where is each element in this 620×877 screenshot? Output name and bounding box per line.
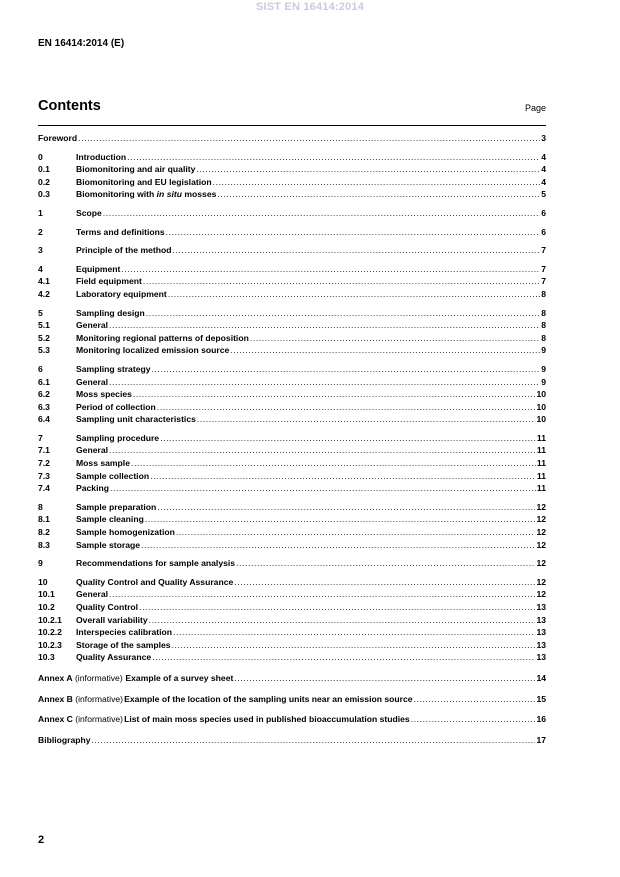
toc-page: 7	[541, 276, 546, 287]
dot-leader	[411, 713, 536, 726]
dot-leader	[109, 588, 535, 601]
toc-title: General	[76, 376, 109, 387]
toc-title: Quality Control and Quality Assurance	[76, 576, 234, 587]
toc-entry-bibliography[interactable]	[38, 734, 546, 747]
toc-title: Terms and definitions	[76, 226, 165, 237]
toc-title: Scope	[76, 207, 102, 218]
toc-page: 4	[541, 176, 546, 187]
toc-number: 6.4	[38, 414, 50, 425]
document-id: EN 16414:2014 (E)	[38, 38, 125, 49]
annex-id: Annex A	[38, 672, 73, 683]
toc-page: 9	[541, 363, 546, 374]
toc-title: Sampling design	[76, 307, 145, 318]
toc-title: Sample preparation	[76, 501, 157, 512]
toc-entry-0-3[interactable]	[38, 188, 546, 201]
dot-leader	[150, 470, 536, 483]
toc-page: 5	[541, 189, 546, 200]
dot-leader	[250, 332, 540, 345]
toc-number: 0.2	[38, 176, 50, 187]
toc-number: 10.2	[38, 602, 55, 612]
toc-title: General	[76, 589, 109, 600]
toc-entry-6-3[interactable]	[38, 401, 546, 414]
toc-entry-8-3[interactable]	[38, 539, 546, 552]
toc-number: 10.3	[38, 652, 55, 663]
toc-entry-4[interactable]	[38, 263, 546, 276]
toc-page: 4	[541, 164, 546, 175]
toc-number: 6.1	[38, 376, 50, 387]
toc-title: Sample homogenization	[76, 527, 175, 538]
toc-number: 10.2.3	[38, 639, 62, 650]
dot-leader	[234, 672, 535, 685]
toc-number: 0	[38, 151, 43, 162]
contents-title: Contents	[38, 98, 101, 114]
toc-page: 10	[536, 401, 546, 412]
toc-entry-4-2[interactable]	[38, 288, 546, 301]
toc-entry-8-2[interactable]	[38, 526, 546, 539]
toc-number: 3	[38, 245, 43, 256]
toc-title: Foreword	[38, 133, 78, 143]
toc-title: Period of collection	[76, 401, 156, 412]
toc-number: 6.3	[38, 401, 50, 412]
toc-title: Principle of the method	[76, 245, 172, 256]
toc-page: 8	[541, 288, 546, 299]
dot-leader	[157, 401, 536, 414]
dot-leader	[152, 651, 535, 664]
toc-number: 6	[38, 363, 43, 374]
toc-page: 11	[536, 483, 546, 494]
toc-entry-annex-c[interactable]	[38, 713, 546, 726]
dot-leader	[176, 526, 536, 539]
toc-entry-5-2[interactable]	[38, 332, 546, 345]
dot-leader	[230, 344, 540, 357]
toc-number: 7.4	[38, 483, 50, 494]
toc-page: 8	[541, 320, 546, 331]
toc-title: General	[76, 320, 109, 331]
toc-entry-7[interactable]	[38, 432, 546, 445]
dot-leader	[196, 163, 540, 176]
toc-entry-7-1[interactable]	[38, 444, 546, 457]
toc-number: 10	[38, 576, 48, 587]
toc-title: Quality Control	[76, 602, 139, 612]
toc-title: Moss sample	[76, 458, 130, 469]
toc-page: 11	[536, 458, 546, 469]
toc-page: 11	[536, 432, 546, 443]
toc-title: Sampling strategy	[76, 363, 151, 374]
dot-leader	[168, 288, 540, 301]
toc-page: 15	[536, 693, 546, 704]
toc-entry-0[interactable]	[38, 151, 546, 164]
dot-leader	[92, 734, 536, 747]
toc-entry-2[interactable]	[38, 226, 546, 239]
toc-page: 12	[536, 501, 546, 512]
toc-page: 7	[541, 245, 546, 256]
toc-page: 3	[541, 133, 546, 143]
toc-number: 10.1	[38, 589, 55, 600]
toc-number: 7.2	[38, 458, 50, 469]
dot-leader	[141, 539, 535, 552]
page-number: 2	[38, 834, 45, 846]
toc-page: 8	[541, 332, 546, 343]
annex-kind: (informative)	[74, 672, 123, 683]
toc-title: Sample storage	[76, 539, 140, 550]
toc-entry-5-3[interactable]	[38, 344, 546, 357]
toc-entry-7-2[interactable]	[38, 457, 546, 470]
toc-title: Introduction	[76, 151, 127, 162]
dot-leader	[146, 307, 540, 320]
toc-title: Monitoring localized emission source	[76, 345, 230, 356]
toc-title: Sampling procedure	[76, 432, 160, 443]
toc-title: Moss species	[76, 389, 132, 400]
toc-entry-annex-a[interactable]	[38, 672, 546, 685]
toc-page: 10	[536, 389, 546, 400]
toc-title: Interspecies calibration	[76, 627, 172, 638]
toc-page: 12	[536, 576, 546, 587]
toc-title: Equipment	[76, 263, 121, 274]
dot-leader	[173, 626, 535, 639]
dot-leader	[236, 557, 535, 570]
toc-number: 10.2.1	[38, 614, 62, 625]
dot-leader	[143, 275, 540, 288]
toc-page: 7	[541, 263, 546, 274]
toc-page: 14	[536, 672, 546, 683]
toc-page: 12	[536, 558, 546, 569]
toc-entry-10-2-3[interactable]	[38, 639, 546, 652]
dot-leader	[213, 176, 541, 189]
toc-number: 2	[38, 226, 43, 237]
dot-leader	[149, 614, 536, 627]
toc-page: 17	[536, 734, 546, 745]
dot-leader	[152, 363, 541, 376]
toc-entry-3[interactable]	[38, 244, 546, 257]
toc-page: 4	[541, 151, 546, 162]
toc-page: 13	[536, 614, 546, 625]
toc-title-part: mosses	[181, 189, 217, 200]
toc-title: Example of a survey sheet	[125, 672, 234, 683]
toc-entry-annex-b[interactable]	[38, 693, 546, 706]
dot-leader	[414, 693, 536, 706]
toc-entry-1[interactable]	[38, 207, 546, 220]
toc-page: 13	[536, 627, 546, 638]
toc-entry-0-2[interactable]	[38, 176, 546, 189]
dot-leader	[133, 388, 536, 401]
toc-entry-8-1[interactable]	[38, 513, 546, 526]
toc-title: Biomonitoring and EU legislation	[76, 176, 212, 187]
dot-leader	[197, 413, 536, 426]
toc-page: 12	[536, 589, 546, 600]
toc-number: 6.2	[38, 389, 50, 400]
toc-entry-8[interactable]	[38, 501, 546, 514]
dot-leader	[109, 319, 540, 332]
toc-page: 8	[541, 307, 546, 318]
dot-leader	[103, 207, 540, 220]
dot-leader	[121, 263, 540, 276]
dot-leader	[131, 457, 536, 470]
toc-title: General	[76, 445, 109, 456]
toc-number: 10.2.2	[38, 627, 62, 638]
toc-number: 0.3	[38, 189, 50, 200]
toc-number: 8	[38, 501, 43, 512]
toc-entry-0-1[interactable]	[38, 163, 546, 176]
toc-number: 5.1	[38, 320, 50, 331]
dot-leader	[166, 226, 541, 239]
toc-title: Recommendations for sample analysis	[76, 558, 236, 569]
annex-id: Annex C	[38, 714, 73, 725]
toc-entry-10[interactable]	[38, 576, 546, 589]
toc-entry-6-2[interactable]	[38, 388, 546, 401]
toc-number: 8.3	[38, 539, 50, 550]
toc-title: Overall variability	[76, 614, 148, 625]
toc-title: Sampling unit characteristics	[76, 414, 196, 425]
toc-number: 5.3	[38, 345, 50, 356]
toc-title: Field equipment	[76, 276, 142, 287]
toc-title: Bibliography	[38, 734, 91, 745]
dot-leader	[173, 244, 541, 257]
toc-title: Biomonitoring and air quality	[76, 164, 196, 175]
toc-page: 13	[536, 639, 546, 650]
toc-number: 7.3	[38, 470, 50, 481]
toc-title: Sample collection	[76, 470, 150, 481]
toc-entry-6-1[interactable]	[38, 376, 546, 389]
annex-kind: (informative)	[75, 693, 124, 704]
toc-page: 6	[541, 207, 546, 218]
toc-entry-10-2-2[interactable]	[38, 626, 546, 639]
toc-title: Laboratory equipment	[76, 288, 167, 299]
toc-title: Quality Assurance	[76, 652, 152, 663]
dot-leader	[109, 376, 540, 389]
toc-entry-10-3[interactable]	[38, 651, 546, 664]
toc-entry-6[interactable]	[38, 363, 546, 376]
toc-entry-6-4[interactable]	[38, 413, 546, 426]
title-rule	[38, 125, 546, 126]
toc-page: 12	[536, 539, 546, 550]
toc-page: 9	[541, 345, 546, 356]
toc-title: Monitoring regional patterns of deposition	[76, 332, 249, 343]
toc-entry-10-1[interactable]	[38, 588, 546, 601]
toc-page: 16	[536, 714, 546, 725]
toc-entry-7-3[interactable]	[38, 470, 546, 483]
dot-leader	[139, 601, 535, 614]
toc-number: 4.2	[38, 288, 50, 299]
dot-leader	[160, 432, 536, 445]
toc-title: Packing	[76, 483, 109, 494]
toc-entry-7-4[interactable]	[38, 482, 546, 495]
dot-leader	[157, 501, 535, 514]
toc-title: Storage of the samples	[76, 639, 171, 650]
toc-number: 5	[38, 307, 43, 318]
toc-page: 11	[536, 445, 546, 456]
toc-title-italic: in situ	[156, 189, 182, 200]
dot-leader	[127, 151, 540, 164]
dot-leader	[217, 188, 540, 201]
toc-number: 4.1	[38, 276, 50, 287]
toc-page: 13	[536, 652, 546, 663]
toc-page: 12	[536, 527, 546, 538]
annex-kind: (informative)	[75, 714, 124, 725]
dot-leader	[109, 444, 536, 457]
toc-entry-9[interactable]	[38, 557, 546, 570]
toc-page: 9	[541, 376, 546, 387]
dot-leader	[78, 132, 540, 145]
toc-entry-5[interactable]	[38, 307, 546, 320]
toc-number: 0.1	[38, 164, 50, 175]
table-of-contents	[38, 132, 546, 746]
toc-entry-foreword[interactable]	[38, 132, 546, 145]
toc-number: 8.2	[38, 527, 50, 538]
toc-number: 9	[38, 558, 43, 569]
toc-page: 6	[541, 226, 546, 237]
toc-page: 13	[536, 602, 546, 612]
toc-title: List of main moss species used in published bioaccumulation studies	[124, 714, 410, 725]
dot-leader	[234, 576, 535, 589]
toc-number: 4	[38, 263, 43, 274]
dot-leader	[172, 639, 536, 652]
toc-number: 5.2	[38, 332, 50, 343]
toc-page: 12	[536, 514, 546, 525]
toc-number: 7.1	[38, 445, 50, 456]
toc-entry-10-2-1[interactable]	[38, 614, 546, 627]
annex-id: Annex B	[38, 693, 73, 704]
watermark: SIST EN 16414:2014	[255, 1, 365, 13]
page-column-label: Page	[524, 103, 546, 113]
toc-page: 11	[536, 470, 546, 481]
toc-number: 1	[38, 207, 43, 218]
toc-number: 8.1	[38, 514, 50, 525]
toc-title: Sample cleaning	[76, 514, 144, 525]
toc-number: 7	[38, 432, 43, 443]
toc-entry-10-2[interactable]	[38, 601, 546, 614]
toc-entry-5-1[interactable]	[38, 319, 546, 332]
toc-title: Example of the location of the sampling units near an emission source	[124, 693, 413, 704]
dot-leader	[110, 482, 536, 495]
toc-title	[76, 188, 216, 201]
toc-title-part: Biomonitoring with	[76, 189, 157, 200]
toc-page: 10	[536, 414, 546, 425]
toc-entry-4-1[interactable]	[38, 275, 546, 288]
dot-leader	[145, 513, 536, 526]
